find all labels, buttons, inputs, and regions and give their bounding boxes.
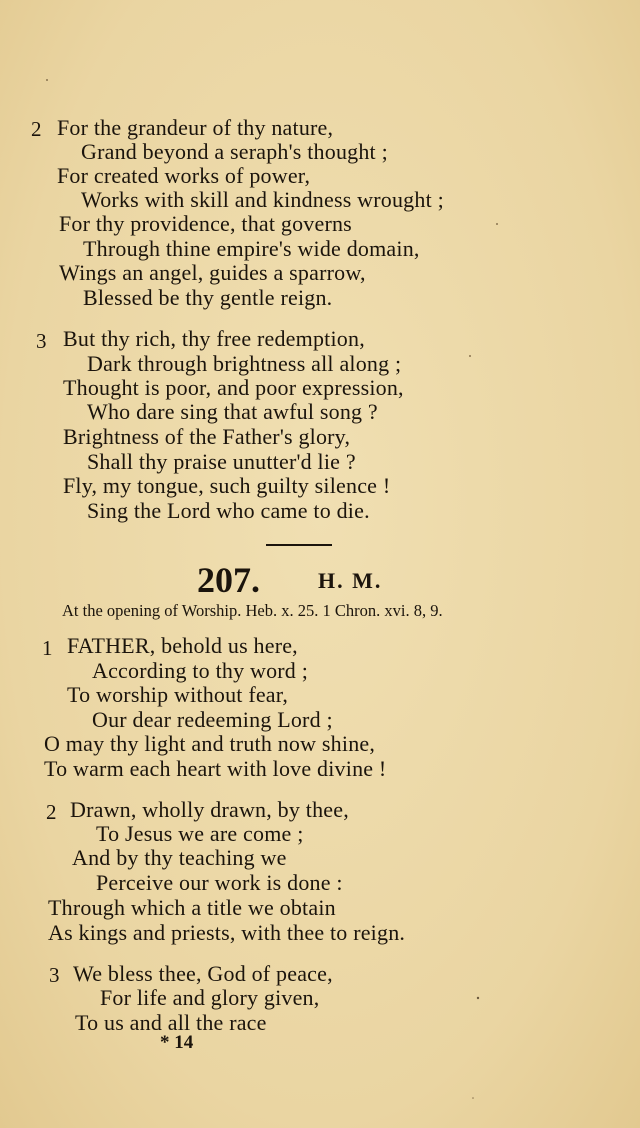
verse-line: As kings and priests, with thee to reign. [48,920,406,945]
verse-line: To us and all the race [75,1010,267,1035]
verse-line: Our dear redeeming Lord ; [92,707,333,732]
verse-line: Sing the Lord who came to die. [87,498,370,523]
verse-line: Works with skill and kindness wrought ; [81,187,444,212]
verse-line: Brightness of the Father's glory, [63,424,351,449]
hymn-heading: At the opening of Worship. Heb. x. 25. 1 Chron. xvi. 8, 9. [62,601,443,620]
stanza-number: 2 [46,800,57,824]
verse-line: Thought is poor, and poor expression, [63,375,404,400]
verse-line: O may thy light and truth now shine, [44,731,376,756]
verse-line: We bless thee, God of peace, [73,961,333,986]
verse-line: And by thy teaching we [72,845,287,870]
verse-line: To worship without fear, [67,682,289,707]
verse-line: According to thy word ; [92,658,309,683]
stanza-number: 2 [31,117,42,141]
speck [472,1097,474,1099]
verse-line: Through thine empire's wide domain, [83,236,420,261]
speck [496,223,498,225]
verse-line: To Jesus we are come ; [96,821,304,846]
stanza-number: 3 [49,963,60,987]
verse-line: Wings an angel, guides a sparrow, [59,260,366,285]
verse-line: Who dare sing that awful song ? [87,399,378,424]
hymn-meter: H. M. [318,568,383,593]
verse-line: For thy providence, that governs [59,211,352,236]
verse-line: But thy rich, thy free redemption, [63,326,365,351]
speck [469,355,471,357]
verse-line: Dark through brightness all along ; [87,351,402,376]
verse-line: Grand beyond a seraph's thought ; [81,139,388,164]
stanza-number: 3 [36,329,47,353]
stanza-number: 1 [42,636,53,660]
signature-mark: * 14 [160,1032,194,1053]
section-divider [266,544,332,546]
verse-line: For the grandeur of thy nature, [57,115,334,140]
speck [477,997,479,999]
hymn-number: 207. [197,560,260,600]
verse-line: To warm each heart with love divine ! [44,756,387,781]
verse-line: Drawn, wholly drawn, by thee, [70,797,349,822]
verse-line: For created works of power, [57,163,311,188]
verse-line: Blessed be thy gentle reign. [83,285,333,310]
verse-line: Fly, my tongue, such guilty silence ! [63,473,391,498]
speck [46,79,48,81]
verse-line: Shall thy praise unutter'd lie ? [87,449,356,474]
verse-line: FATHER, behold us here, [67,633,298,658]
verse-line: Through which a title we obtain [48,895,336,920]
verse-line: For life and glory given, [100,985,320,1010]
verse-line: Perceive our work is done : [96,870,343,895]
